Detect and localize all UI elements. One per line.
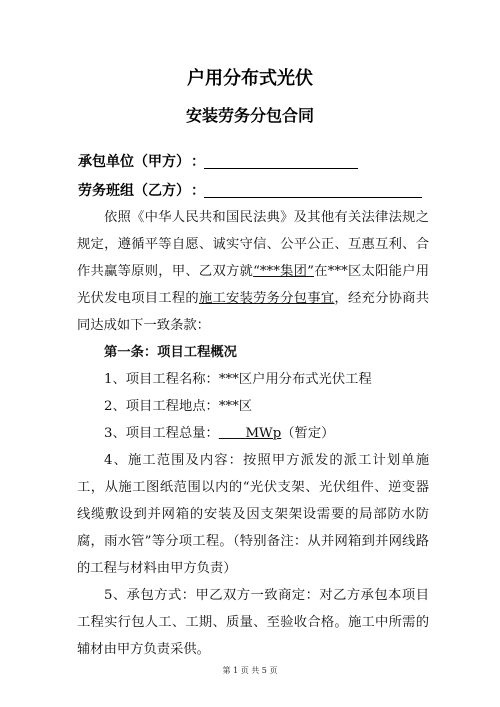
intro-text-start: 依照《中华人民共和国民法典》及其他有关法律法规之规定，遵循平等自愿、诚实守信、公平公正、互惠互利、合作共赢等原则，甲、乙双方就 xyxy=(77,210,429,279)
intro-text-middle: 在***区太阳能户用光伏发电项目工程的 xyxy=(77,264,429,306)
intro-text-end: ，经充分协商共同达成如下一致条款： xyxy=(77,291,430,333)
item-2: 2、项目工程地点：***区 xyxy=(104,399,253,414)
item-3-note: （暂定） xyxy=(281,426,335,441)
party-a-blank-line xyxy=(204,168,358,169)
item-3-blank xyxy=(219,426,246,441)
document-subtitle: 安装劳务分包合同 xyxy=(185,106,314,125)
party-a-label: 承包单位（甲方） xyxy=(78,154,190,170)
document-title: 户用分布式光伏 xyxy=(187,68,313,89)
party-a-colon: ： xyxy=(191,154,205,170)
article-1-heading: 第一条：项目工程概况 xyxy=(104,345,237,360)
intro-underlined-subject: 施工安装劳务分包事宜 xyxy=(198,291,335,306)
intro-group-name: “***集团” xyxy=(253,264,314,279)
party-b-label: 劳务班组（乙方） xyxy=(78,183,190,199)
item-3-label: 3、项目工程总量： xyxy=(104,426,219,441)
intro-paragraph xyxy=(77,204,429,339)
party-b-colon: ： xyxy=(191,183,205,199)
item-3-unit: MWp xyxy=(245,426,282,441)
item-5: 5、承包方式：甲乙双方一致商定：对乙方承包本项目工程实行包人工、工期、质量、至验收合格。施工中所需的辅材由甲方负责采供。 xyxy=(77,588,429,657)
item-3 xyxy=(77,420,429,447)
item-4: 4、施工范围及内容：按照甲方派发的派工计划单施工，从施工图纸范围以内的“光伏支架、光伏组件、逆变器线缆敷设到并网箱的安装及因支架架设需要的局部防水防腐，雨水管”等分项工程。（特别备注：从并网箱到并网线路的工程与材料由甲方负责） xyxy=(77,453,429,576)
page-footer: 第 1 页 共 5 页 xyxy=(222,666,278,675)
party-b-blank-line xyxy=(204,197,422,198)
item-1: 1、项目工程名称：***区户用分布式光伏工程 xyxy=(104,372,372,387)
